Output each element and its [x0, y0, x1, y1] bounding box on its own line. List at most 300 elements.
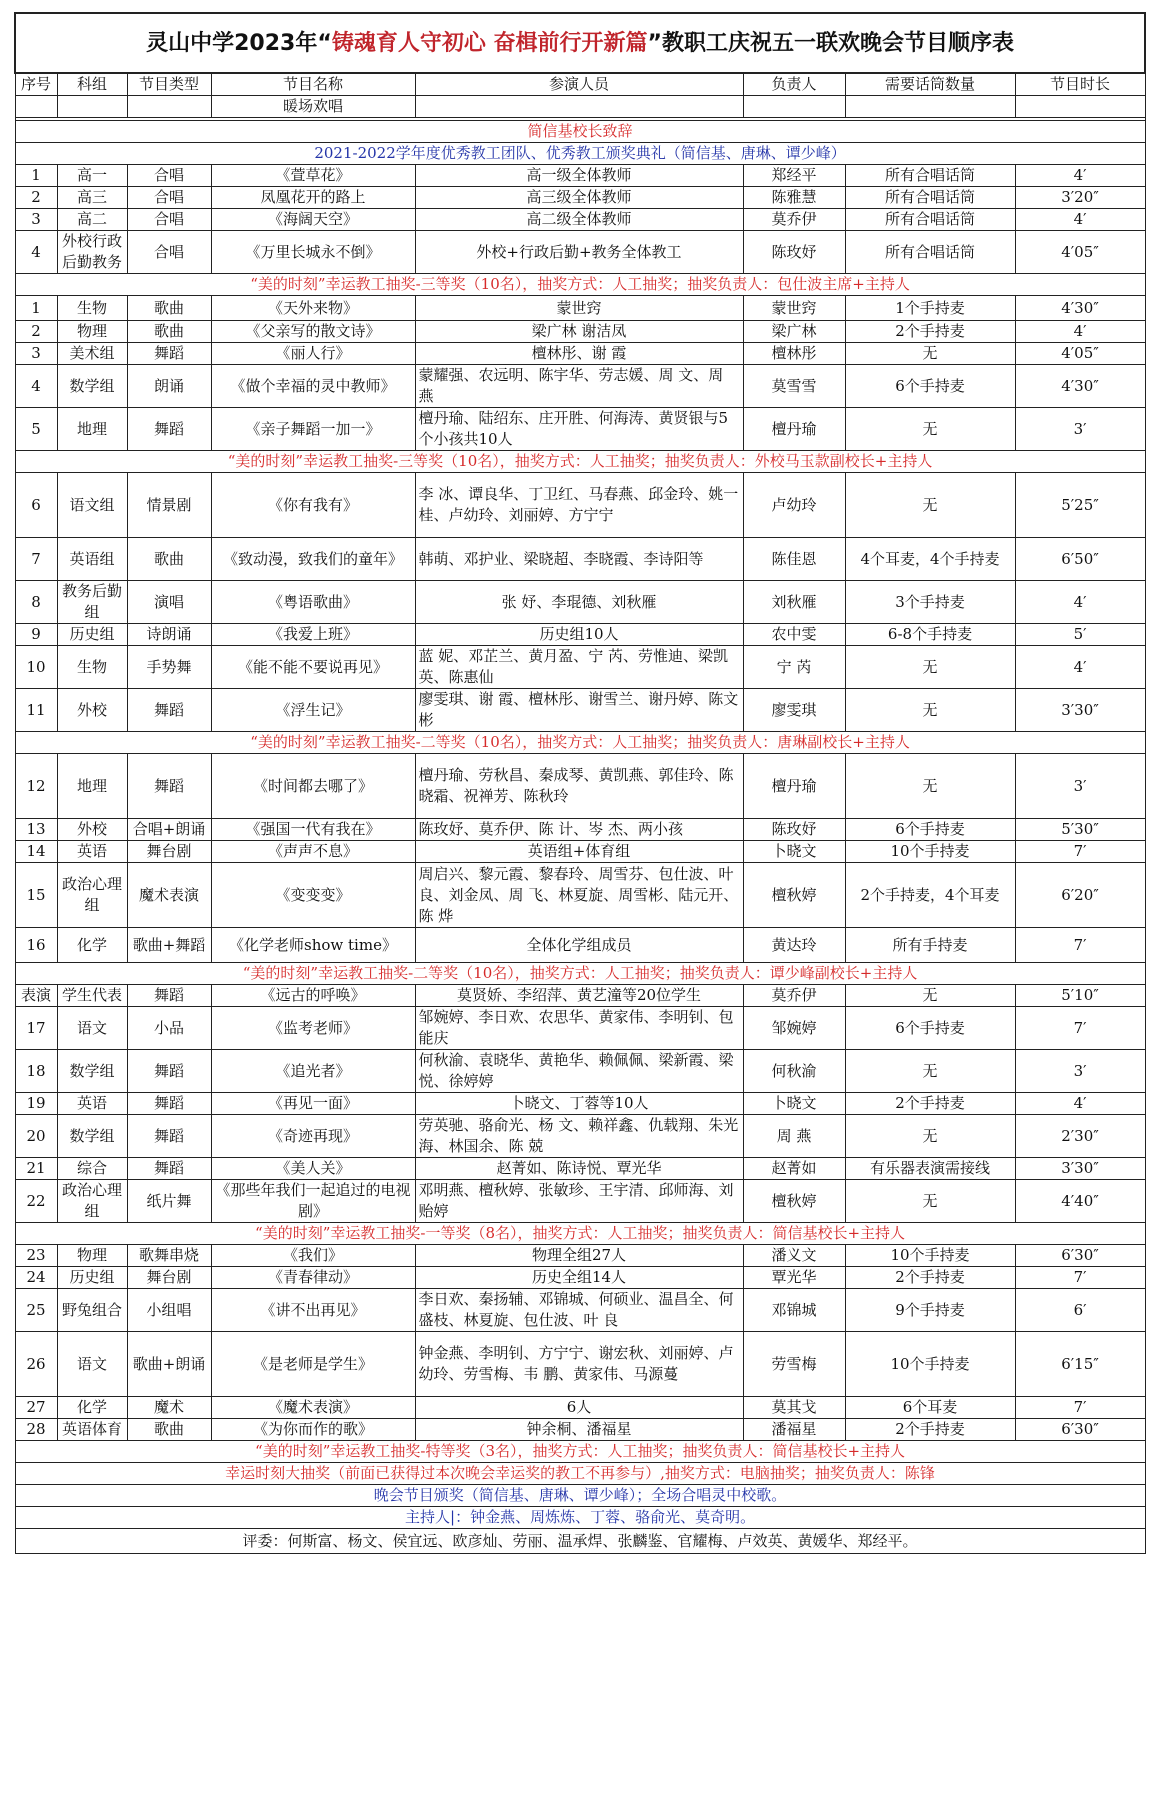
row-type: 舞蹈	[127, 408, 211, 451]
table-row	[15, 581, 1145, 624]
row-duration: 3′	[1015, 408, 1145, 451]
row-lead: 农中雯	[743, 624, 845, 646]
row-number: 17	[15, 1007, 57, 1050]
table-row	[15, 1180, 1145, 1223]
row-group: 美术组	[57, 343, 127, 365]
column-header: 科组	[57, 73, 127, 96]
row-title: 《粤语歌曲》	[211, 581, 415, 624]
table-row	[15, 187, 1145, 209]
empty-cell	[845, 96, 1015, 118]
row-title: 《父亲写的散文诗》	[211, 321, 415, 343]
table-row	[15, 231, 1145, 274]
row-group: 语文	[57, 1332, 127, 1397]
row-performers: 梁广林 谢洁凤	[415, 321, 743, 343]
table-row	[15, 321, 1145, 343]
row-lead: 梁广林	[743, 321, 845, 343]
row-lead: 刘秋雁	[743, 581, 845, 624]
row-mic: 无	[845, 689, 1015, 732]
row-group: 历史组	[57, 1267, 127, 1289]
row-lead: 卢幼玲	[743, 473, 845, 538]
row-title: 《声声不息》	[211, 841, 415, 863]
row-mic: 无	[845, 1180, 1015, 1223]
row-type: 合唱	[127, 231, 211, 274]
row-title: 《那些年我们一起追过的电视剧》	[211, 1180, 415, 1223]
row-number: 23	[15, 1245, 57, 1267]
row-type: 合唱	[127, 209, 211, 231]
row-duration: 7′	[1015, 1267, 1145, 1289]
row-lead: 陈佳恩	[743, 538, 845, 581]
row-mic: 无	[845, 754, 1015, 819]
row-title: 《万里长城永不倒》	[211, 231, 415, 274]
row-mic: 6-8个手持麦	[845, 624, 1015, 646]
row-type: 舞蹈	[127, 689, 211, 732]
row-number: 9	[15, 624, 57, 646]
row-mic: 无	[845, 1050, 1015, 1093]
row-lead: 檀秋婷	[743, 863, 845, 928]
row-duration: 4′30″	[1015, 365, 1145, 408]
grand-lottery-row	[15, 1463, 1145, 1485]
row-performers: 全体化学组成员	[415, 928, 743, 963]
row-type: 魔术	[127, 1397, 211, 1419]
empty-cell	[15, 96, 57, 118]
row-duration: 7′	[1015, 841, 1145, 863]
row-type: 舞蹈	[127, 343, 211, 365]
row-number: 2	[15, 321, 57, 343]
row-title: 《青春律动》	[211, 1267, 415, 1289]
table-row	[15, 1289, 1145, 1332]
row-mic: 无	[845, 1115, 1015, 1158]
empty-cell	[1015, 96, 1145, 118]
row-performers: 韩萌、邓护业、梁晓超、李晓霞、李诗阳等	[415, 538, 743, 581]
row-type: 舞蹈	[127, 1115, 211, 1158]
row-group: 物理	[57, 1245, 127, 1267]
row-mic: 1个手持麦	[845, 296, 1015, 321]
row-mic: 6个手持麦	[845, 1007, 1015, 1050]
row-duration: 2′30″	[1015, 1115, 1145, 1158]
row-mic: 无	[845, 985, 1015, 1007]
row-duration: 5′	[1015, 624, 1145, 646]
row-lead: 莫雪雪	[743, 365, 845, 408]
row-title: 《致动漫，致我们的童年》	[211, 538, 415, 581]
row-title: 《奇迹再现》	[211, 1115, 415, 1158]
row-number: 表演	[15, 985, 57, 1007]
row-type: 纸片舞	[127, 1180, 211, 1223]
row-performers: 何秋渝、袁晓华、黄艳华、赖佩佩、梁新霞、梁 悦、徐婷婷	[415, 1050, 743, 1093]
closing-row	[15, 1485, 1145, 1507]
lottery-row-text: “美的时刻”幸运教工抽奖-一等奖（8名），抽奖方式：人工抽奖；抽奖负责人：简信基校长+主持人	[15, 1223, 1145, 1245]
row-type: 歌曲+舞蹈	[127, 928, 211, 963]
row-lead: 莫其戈	[743, 1397, 845, 1419]
row-duration: 4′40″	[1015, 1180, 1145, 1223]
row-duration: 4′30″	[1015, 296, 1145, 321]
row-title: 《远古的呼唤》	[211, 985, 415, 1007]
row-type: 合唱	[127, 165, 211, 187]
row-type: 舞台剧	[127, 841, 211, 863]
row-title: 《是老师是学生》	[211, 1332, 415, 1397]
row-type: 歌曲	[127, 1419, 211, 1441]
lottery-row-text: “美的时刻”幸运教工抽奖-特等奖（3名），抽奖方式：人工抽奖；抽奖负责人：简信基校长+主持人	[15, 1441, 1145, 1463]
row-lead: 卜晓文	[743, 1093, 845, 1115]
row-duration: 4′05″	[1015, 343, 1145, 365]
table-row	[15, 819, 1145, 841]
row-duration: 3′	[1015, 1050, 1145, 1093]
row-lead: 陈玫妤	[743, 819, 845, 841]
row-title: 《亲子舞蹈一加一》	[211, 408, 415, 451]
row-mic: 3个手持麦	[845, 581, 1015, 624]
table-row	[15, 1093, 1145, 1115]
row-group: 教务后勤组	[57, 581, 127, 624]
table-row	[15, 1419, 1145, 1441]
row-number: 20	[15, 1115, 57, 1158]
row-duration: 6′50″	[1015, 538, 1145, 581]
row-performers: 外校+行政后勤+教务全体教工	[415, 231, 743, 274]
row-mic: 6个耳麦	[845, 1397, 1015, 1419]
row-mic: 所有手持麦	[845, 928, 1015, 963]
row-title: 《美人关》	[211, 1158, 415, 1180]
row-title: 《天外来物》	[211, 296, 415, 321]
table-row	[15, 473, 1145, 538]
empty-cell	[57, 96, 127, 118]
program-table	[14, 12, 1146, 1554]
row-number: 8	[15, 581, 57, 624]
row-type: 舞蹈	[127, 1093, 211, 1115]
row-number: 14	[15, 841, 57, 863]
lottery-row-text: “美的时刻”幸运教工抽奖-二等奖（10名），抽奖方式：人工抽奖；抽奖负责人：谭少峰副校长+主持人	[15, 963, 1145, 985]
table-row	[15, 646, 1145, 689]
row-performers: 檀林彤、谢 霞	[415, 343, 743, 365]
row-group: 学生代表	[57, 985, 127, 1007]
title-prefix: 灵山中学2023年“	[146, 30, 332, 56]
row-performers: 蓝 妮、邓芷兰、黄月盈、宁 芮、劳惟迪、梁凯英、陈惠仙	[415, 646, 743, 689]
row-lead: 潘福星	[743, 1419, 845, 1441]
row-mic: 所有合唱话筒	[845, 209, 1015, 231]
row-group: 数学组	[57, 365, 127, 408]
row-type: 舞蹈	[127, 754, 211, 819]
row-mic: 2个手持麦，4个耳麦	[845, 863, 1015, 928]
row-title: 《魔术表演》	[211, 1397, 415, 1419]
row-group: 高三	[57, 187, 127, 209]
row-type: 舞蹈	[127, 985, 211, 1007]
row-number: 3	[15, 343, 57, 365]
row-group: 外校	[57, 689, 127, 732]
row-group: 语文组	[57, 473, 127, 538]
row-group: 综合	[57, 1158, 127, 1180]
table-row	[15, 841, 1145, 863]
lottery-row	[15, 451, 1145, 473]
table-row	[15, 1050, 1145, 1093]
row-performers: 卜晓文、丁蓉等10人	[415, 1093, 743, 1115]
row-type: 小品	[127, 1007, 211, 1050]
row-type: 歌曲+朗诵	[127, 1332, 211, 1397]
row-number: 25	[15, 1289, 57, 1332]
row-lead: 宁 芮	[743, 646, 845, 689]
row-lead: 檀秋婷	[743, 1180, 845, 1223]
row-duration: 4′	[1015, 165, 1145, 187]
row-group: 政治心理组	[57, 1180, 127, 1223]
row-duration: 3′20″	[1015, 187, 1145, 209]
row-performers: 劳英驰、骆俞光、杨 文、赖祥鑫、仇载翔、朱光海、林国余、陈 兢	[415, 1115, 743, 1158]
warmup-row	[15, 96, 1145, 118]
empty-cell	[127, 96, 211, 118]
row-title: 《再见一面》	[211, 1093, 415, 1115]
row-title: 《浮生记》	[211, 689, 415, 732]
row-type: 情景剧	[127, 473, 211, 538]
row-performers: 邹婉婷、李日欢、农思华、黄家伟、李明钊、包能庆	[415, 1007, 743, 1050]
row-title: 《追光者》	[211, 1050, 415, 1093]
row-type: 舞蹈	[127, 1158, 211, 1180]
judges-row	[15, 1529, 1145, 1554]
row-performers: 李 冰、谭良华、丁卫红、马春燕、邱金玲、姚一桂、卢幼玲、刘丽婷、方宁宁	[415, 473, 743, 538]
row-mic: 无	[845, 408, 1015, 451]
column-header: 参演人员	[415, 73, 743, 96]
hosts-separator: |：	[450, 1508, 471, 1526]
row-group: 生物	[57, 296, 127, 321]
table-row	[15, 863, 1145, 928]
closing-row-text: 晚会节目颁奖（简信基、唐琳、谭少峰）；全场合唱灵中校歌。	[15, 1485, 1145, 1507]
row-performers: 张 妤、李琨德、刘秋雁	[415, 581, 743, 624]
row-number: 5	[15, 408, 57, 451]
row-lead: 檀丹瑜	[743, 408, 845, 451]
row-lead: 周 燕	[743, 1115, 845, 1158]
row-lead: 陈雅慧	[743, 187, 845, 209]
row-mic: 所有合唱话筒	[845, 187, 1015, 209]
row-duration: 6′15″	[1015, 1332, 1145, 1397]
row-type: 舞台剧	[127, 1267, 211, 1289]
row-lead: 潘义文	[743, 1245, 845, 1267]
row-number: 26	[15, 1332, 57, 1397]
row-title: 《化学老师show time》	[211, 928, 415, 963]
row-duration: 5′30″	[1015, 819, 1145, 841]
row-number: 11	[15, 689, 57, 732]
row-mic: 6个手持麦	[845, 365, 1015, 408]
empty-cell	[415, 96, 743, 118]
lottery-row	[15, 1223, 1145, 1245]
row-title: 《做个幸福的灵中教师》	[211, 365, 415, 408]
row-number: 10	[15, 646, 57, 689]
table-row	[15, 343, 1145, 365]
table-row	[15, 689, 1145, 732]
row-mic: 有乐器表演需接线	[845, 1158, 1015, 1180]
row-type: 诗朗诵	[127, 624, 211, 646]
empty-cell	[743, 96, 845, 118]
row-group: 生物	[57, 646, 127, 689]
row-duration: 5′25″	[1015, 473, 1145, 538]
row-mic: 2个手持麦	[845, 1419, 1015, 1441]
row-number: 16	[15, 928, 57, 963]
row-performers: 陈玫妤、莫乔伊、陈 计、岑 杰、两小孩	[415, 819, 743, 841]
lottery-row	[15, 1441, 1145, 1463]
row-mic: 所有合唱话筒	[845, 165, 1015, 187]
row-group: 英语	[57, 841, 127, 863]
column-header: 需要话筒数量	[845, 73, 1015, 96]
title-highlight: 铸魂育人守初心 奋楫前行开新篇	[331, 30, 648, 56]
row-number: 1	[15, 165, 57, 187]
row-number: 12	[15, 754, 57, 819]
row-number: 7	[15, 538, 57, 581]
row-number: 13	[15, 819, 57, 841]
row-lead: 邹婉婷	[743, 1007, 845, 1050]
grand-lottery-row-text: 幸运时刻大抽奖（前面已获得过本次晚会幸运奖的教工不再参与）,抽奖方式：电脑抽奖；抽奖负责人：陈锋	[15, 1463, 1145, 1485]
row-mic: 6个手持麦	[845, 819, 1015, 841]
table-row	[15, 1397, 1145, 1419]
row-performers: 物理全组27人	[415, 1245, 743, 1267]
row-group: 数学组	[57, 1050, 127, 1093]
row-title: 凤凰花开的路上	[211, 187, 415, 209]
row-lead: 劳雪梅	[743, 1332, 845, 1397]
row-title: 《你有我有》	[211, 473, 415, 538]
award-ceremony-row	[15, 143, 1145, 165]
row-group: 物理	[57, 321, 127, 343]
row-performers: 邓明燕、檀秋婷、张敏珍、王宇清、邱师海、刘贻婷	[415, 1180, 743, 1223]
table-row	[15, 1267, 1145, 1289]
row-lead: 檀林彤	[743, 343, 845, 365]
table-row	[15, 754, 1145, 819]
row-duration: 3′30″	[1015, 689, 1145, 732]
table-row	[15, 296, 1145, 321]
row-group: 英语	[57, 1093, 127, 1115]
row-lead: 卜晓文	[743, 841, 845, 863]
row-type: 歌舞串烧	[127, 1245, 211, 1267]
row-performers: 檀丹瑜、陆绍东、庄开胜、何海涛、黄贤银与5个小孩共10人	[415, 408, 743, 451]
row-number: 4	[15, 365, 57, 408]
row-type: 手势舞	[127, 646, 211, 689]
row-type: 舞蹈	[127, 1050, 211, 1093]
column-header: 节目时长	[1015, 73, 1145, 96]
row-title: 《能不能不要说再见》	[211, 646, 415, 689]
row-number: 24	[15, 1267, 57, 1289]
row-performers: 莫贤娇、李绍萍、黄艺潼等20位学生	[415, 985, 743, 1007]
row-mic: 2个手持麦	[845, 1093, 1015, 1115]
row-title: 《变变变》	[211, 863, 415, 928]
row-performers: 檀丹瑜、劳秋昌、秦成琴、黄凯燕、郭佳玲、陈晓霜、祝禅芳、陈秋玲	[415, 754, 743, 819]
row-performers: 高三级全体教师	[415, 187, 743, 209]
row-performers: 英语组+体育组	[415, 841, 743, 863]
row-lead: 郑经平	[743, 165, 845, 187]
row-duration: 3′30″	[1015, 1158, 1145, 1180]
table-row	[15, 1332, 1145, 1397]
row-number: 22	[15, 1180, 57, 1223]
row-lead: 蒙世窍	[743, 296, 845, 321]
row-number: 27	[15, 1397, 57, 1419]
lottery-row-text: “美的时刻”幸运教工抽奖-二等奖（10名），抽奖方式：人工抽奖；抽奖负责人：唐琳副校长+主持人	[15, 732, 1145, 754]
column-header: 节目类型	[127, 73, 211, 96]
principal-speech-row	[15, 121, 1145, 143]
row-performers: 钟余桐、潘福星	[415, 1419, 743, 1441]
row-type: 合唱	[127, 187, 211, 209]
table-row	[15, 408, 1145, 451]
row-mic: 无	[845, 473, 1015, 538]
row-type: 演唱	[127, 581, 211, 624]
table-row	[15, 1007, 1145, 1050]
row-duration: 4′	[1015, 646, 1145, 689]
column-header: 序号	[15, 73, 57, 96]
row-performers: 高一级全体教师	[415, 165, 743, 187]
row-mic: 2个手持麦	[845, 1267, 1015, 1289]
row-performers: 廖雯琪、谢 霞、檀林彤、谢雪兰、谢丹婷、陈文彬	[415, 689, 743, 732]
row-group: 化学	[57, 1397, 127, 1419]
row-performers: 赵菁如、陈诗悦、覃光华	[415, 1158, 743, 1180]
row-title: 《海阔天空》	[211, 209, 415, 231]
table-row	[15, 1245, 1145, 1267]
row-type: 歌曲	[127, 321, 211, 343]
row-group: 英语组	[57, 538, 127, 581]
hosts-label: 主持人	[405, 1508, 451, 1526]
hosts-names: 钟金燕、周炼炼、丁蓉、骆俞光、莫奇明。	[470, 1508, 756, 1526]
row-mic: 10个手持麦	[845, 1332, 1015, 1397]
row-number: 4	[15, 231, 57, 274]
row-title: 《为你而作的歌》	[211, 1419, 415, 1441]
row-group: 英语体育	[57, 1419, 127, 1441]
row-group: 高二	[57, 209, 127, 231]
row-group: 地理	[57, 408, 127, 451]
column-header: 负责人	[743, 73, 845, 96]
row-performers: 历史组10人	[415, 624, 743, 646]
row-lead: 黄达玲	[743, 928, 845, 963]
row-lead: 莫乔伊	[743, 209, 845, 231]
row-duration: 7′	[1015, 1007, 1145, 1050]
row-duration: 4′	[1015, 321, 1145, 343]
row-number: 3	[15, 209, 57, 231]
row-mic: 无	[845, 343, 1015, 365]
row-number: 19	[15, 1093, 57, 1115]
row-lead: 赵菁如	[743, 1158, 845, 1180]
table-row	[15, 928, 1145, 963]
row-group: 化学	[57, 928, 127, 963]
row-mic: 10个手持麦	[845, 841, 1015, 863]
header-row	[15, 73, 1145, 96]
row-group: 地理	[57, 754, 127, 819]
row-type: 歌曲	[127, 538, 211, 581]
row-duration: 7′	[1015, 928, 1145, 963]
row-type: 魔术表演	[127, 863, 211, 928]
row-group: 语文	[57, 1007, 127, 1050]
warmup-title: 暖场欢唱	[211, 96, 415, 118]
row-duration: 4′05″	[1015, 231, 1145, 274]
lottery-row	[15, 963, 1145, 985]
row-title: 《丽人行》	[211, 343, 415, 365]
row-title: 《监考老师》	[211, 1007, 415, 1050]
judges-row-text: 评委：何斯富、杨文、侯宜远、欧彦灿、劳丽、温承焊、张麟鉴、官耀梅、卢效英、黄媛华、郑经平。	[15, 1529, 1145, 1554]
row-number: 6	[15, 473, 57, 538]
table-row	[15, 624, 1145, 646]
table-row	[15, 365, 1145, 408]
row-type: 歌曲	[127, 296, 211, 321]
table-row	[15, 985, 1145, 1007]
program-schedule-sheet	[14, 12, 1144, 1554]
row-title: 《我爱上班》	[211, 624, 415, 646]
lottery-row	[15, 274, 1145, 296]
row-number: 2	[15, 187, 57, 209]
lottery-row-text: “美的时刻”幸运教工抽奖-三等奖（10名），抽奖方式：人工抽奖；抽奖负责人：外校马玉款副校长+主持人	[15, 451, 1145, 473]
row-performers: 6人	[415, 1397, 743, 1419]
table-row	[15, 1115, 1145, 1158]
row-title: 《强国一代有我在》	[211, 819, 415, 841]
principal-speech-row-text: 简信基校长致辞	[15, 121, 1145, 143]
row-group: 政治心理组	[57, 863, 127, 928]
table-body	[15, 96, 1145, 1554]
title-suffix: ”教职工庆祝五一联欢晚会节目顺序表	[647, 30, 1014, 56]
row-group: 历史组	[57, 624, 127, 646]
row-mic: 所有合唱话筒	[845, 231, 1015, 274]
row-performers: 历史全组14人	[415, 1267, 743, 1289]
row-mic: 9个手持麦	[845, 1289, 1015, 1332]
row-type: 朗诵	[127, 365, 211, 408]
award-ceremony-row-text: 2021-2022学年度优秀教工团队、优秀教工颁奖典礼（简信基、唐琳、谭少峰）	[15, 143, 1145, 165]
row-lead: 檀丹瑜	[743, 754, 845, 819]
row-type: 小组唱	[127, 1289, 211, 1332]
row-lead: 何秋渝	[743, 1050, 845, 1093]
row-mic: 2个手持麦	[845, 321, 1015, 343]
